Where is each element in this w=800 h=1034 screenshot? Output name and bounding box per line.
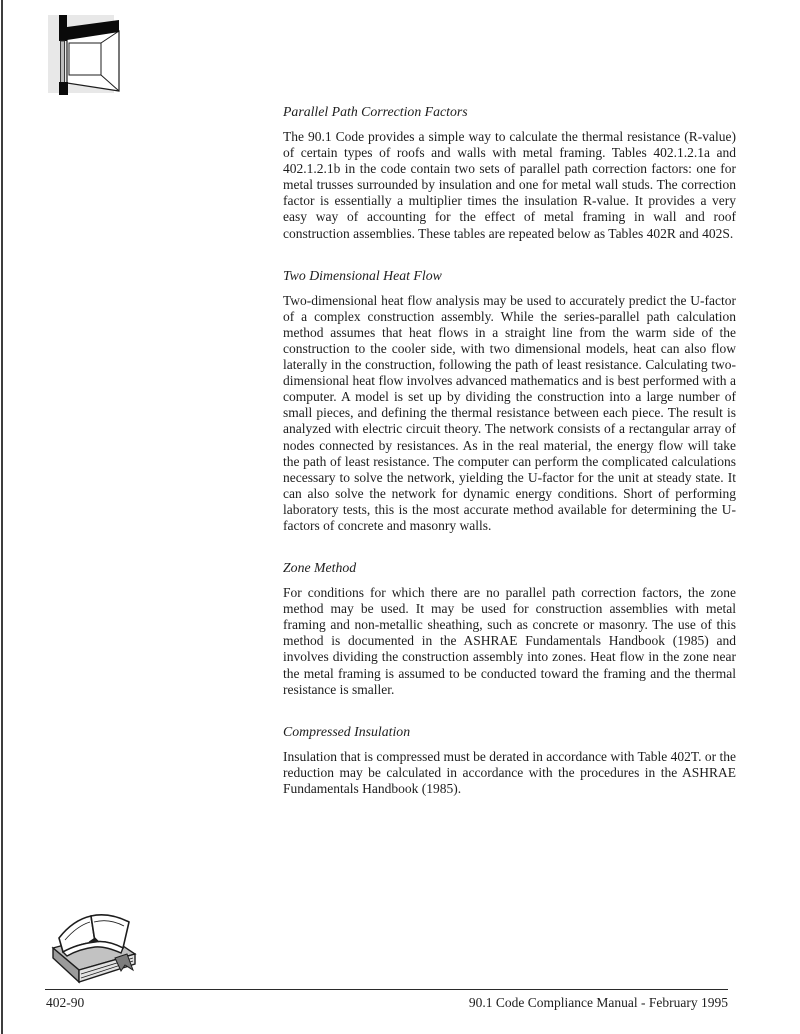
section-heading: Two Dimensional Heat Flow xyxy=(283,267,442,283)
footer-manual-title: 90.1 Code Compliance Manual - February 1995 xyxy=(468,995,728,1010)
section-paragraph: The 90.1 Code provides a simple way to calculate the thermal resistance (R-value) of certain types of roofs and walls with metal framing. Tables 402.1.2.1a and 402.1.2.1b in the code contain two sets of parallel path correction factors: one for metal trusses surrounded by insulation and one for metal wall studs. The correction factor is essentially a multiplier times the insulation R-value. It provides a very easy way of accounting for the effect of metal framing in wall and roof construction assemblies. These tables are repeated below as Tables 402R and 402S. xyxy=(283,129,736,241)
section-heading: Parallel Path Correction Factors xyxy=(283,104,468,119)
section-zone-method xyxy=(283,560,736,698)
section-compressed-insulation xyxy=(283,724,736,797)
text-column xyxy=(283,104,736,797)
footer-page-number: 402-90 xyxy=(46,995,85,1010)
books-icon xyxy=(45,908,145,988)
footer-rule xyxy=(45,989,728,990)
section-paragraph: Two-dimensional heat flow analysis may be used to accurately predict the U-factor of a complex construction assembly. While the series-parallel path calculation method assumes that heat flows in a straight line from the warm side of the construction to the cooler side, with two dimensional models, heat can also flow laterally in the construction, following the path of least resistance. Calculating two-dimensional heat flow involves advanced mathematics and is best performed with a computer. A model is set up by dividing the construction into a large number of small pieces, and defining the thermal resistance between each piece. The result is analyzed with electric circuit theory. The network consists of a rectangular array of nodes connected by resistances. As in the real material, the energy flow will take the path of least resistance. The computer can perform the complicated calculations necessary to solve the network, yielding the U-factor for the unit at steady state. It can also solve the network for dynamic energy conditions. Short of performing laboratory tests, this is the most accurate method available for determining the U-factors of concrete and masonry walls. xyxy=(283,292,736,533)
section-heading: Zone Method xyxy=(283,560,357,576)
wall-section-icon xyxy=(46,13,124,95)
scan-edge-line xyxy=(1,0,3,1034)
section-heading: Compressed Insulation xyxy=(283,723,411,739)
section-two-dimensional-heat-flow xyxy=(283,268,736,534)
section-paragraph: For conditions for which there are no parallel path correction factors, the zone method may be used. It may be used for construction assemblies with metal framing and non-metallic sheathing, such as concrete or masonry. The use of this method is documented in the ASHRAE Fundamentals Handbook (1985) and involves dividing the construction assembly into zones. Heat flow in the zone near the metal framing is assumed to be conducted toward the framing and the thermal resistance is smaller. xyxy=(283,585,736,697)
section-paragraph: Insulation that is compressed must be derated in accordance with Table 402T. or the reduction may be calculated in accordance with the procedures in the ASHRAE Fundamentals Handbook (1985). xyxy=(283,748,736,796)
section-parallel-path xyxy=(283,104,736,242)
